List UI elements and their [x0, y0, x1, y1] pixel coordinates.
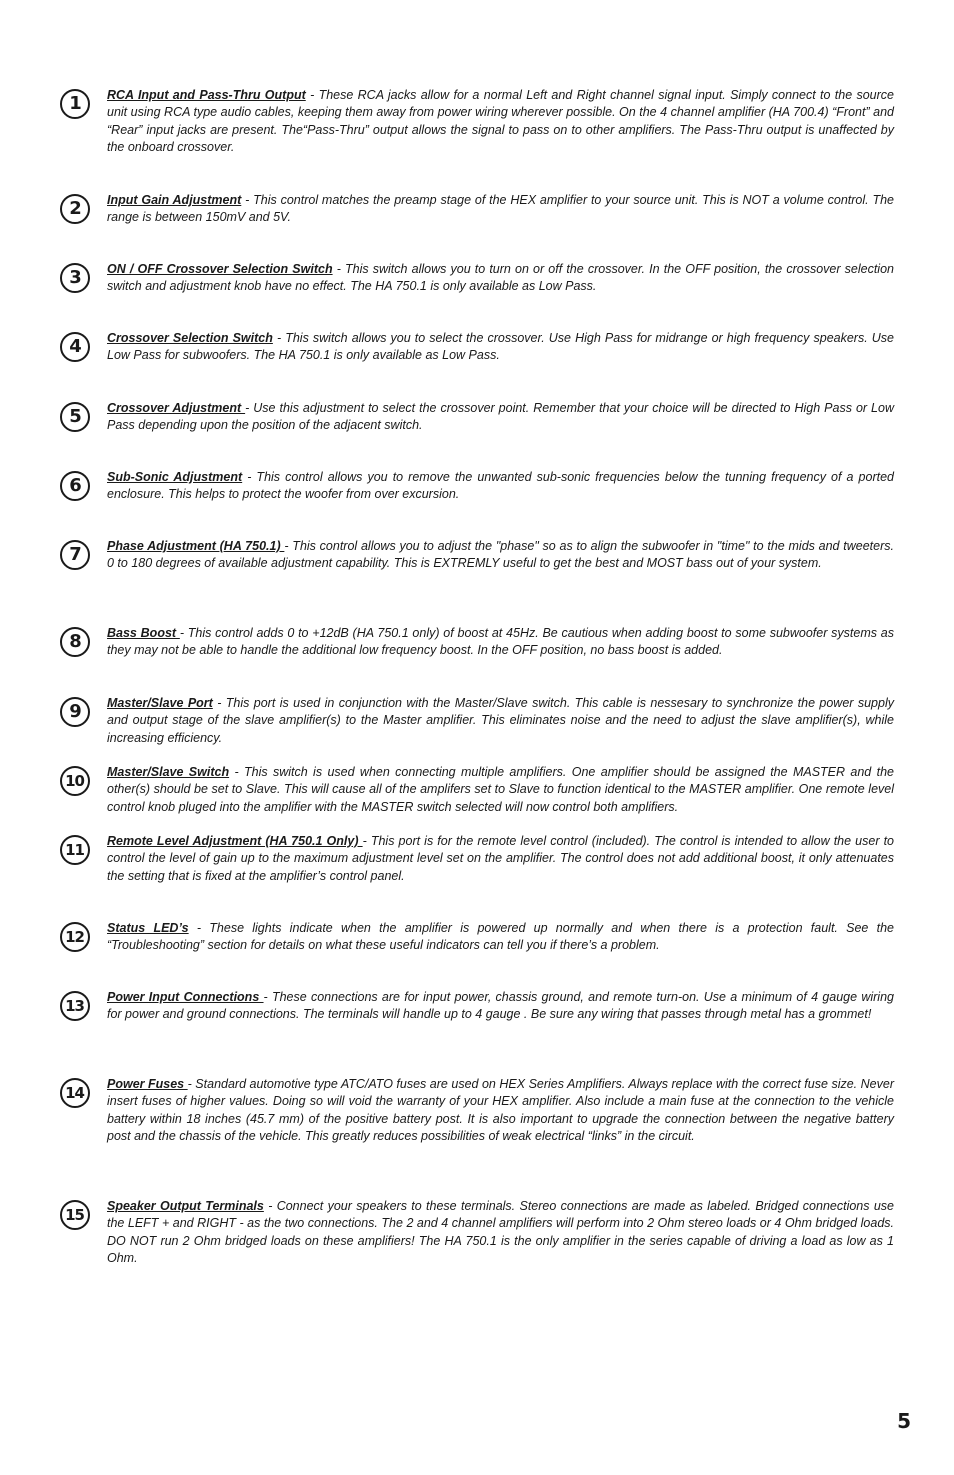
list-item — [60, 469, 894, 504]
item-title: Sub-Sonic Adjustment — [107, 470, 243, 484]
list-item — [60, 920, 894, 955]
item-body: - This switch allows you to select the crossover. Use High Pass for midrange or high frequency speakers. Use Low Pass for subwoofers. The HA 750.1 is only available as Low Pass. — [107, 331, 895, 363]
item-text — [107, 538, 894, 573]
item-body: - This port is used in conjunction with the Master/Slave switch. This cable is nessesary to synchronize the power supply and output stage of the slave amplifier(s) to the Master amplifier. This eliminates noise and the need to adjust the slave amplifier(s), while increasing efficiency. — [107, 696, 894, 745]
item-number-badge: 8 — [60, 627, 90, 657]
item-title: Input Gain Adjustment — [107, 193, 242, 207]
item-title: Speaker Output Terminals — [107, 1199, 264, 1213]
item-number-badge: 10 — [60, 766, 90, 796]
item-number-badge: 11 — [60, 835, 90, 865]
item-number-badge: 2 — [60, 194, 90, 224]
item-body: - This port is for the remote level control (included). The control is intended to allow the user to control the level of gain up to the maximum adjustment level set on the amplifier. The control does not add additional boost, it only attenuates the setting that is fixed at the amplifier’s control panel. — [107, 834, 894, 883]
item-number-badge: 15 — [60, 1200, 90, 1230]
list-item — [60, 625, 894, 660]
item-body: - Standard automotive type ATC/ATO fuses are used on HEX Series Amplifiers. Always replace with the correct fuse size. Never insert fuses of higher values. Doing so will void the warranty of your HEX amplifier. Also include a main fuse at the connection to the vehicle battery within 18 inches (45.7 mm) of the positive battery post. It is also important to upgrade the connection between the negative battery post and the chassis of the vehicle. This greatly reduces possibilities of weak electrical “links” in the circuit. — [107, 1077, 894, 1144]
item-body: - This switch is used when connecting multiple amplifiers. One amplifier should be assigned the MASTER and the other(s) should be set to Slave. This will cause all of the amplifers set to Slave to function identical to the MASTER amplifier. One remote level control knob pluged into the amplifier with the MASTER switch selected will now control both amplifiers. — [107, 765, 894, 814]
item-text — [107, 764, 894, 816]
item-text — [107, 989, 894, 1024]
list-item — [60, 1076, 894, 1146]
item-title: RCA Input and Pass-Thru Output — [107, 88, 306, 102]
item-number-badge: 13 — [60, 991, 90, 1021]
item-title: Master/Slave Switch — [107, 765, 230, 779]
item-body: - Use this adjustment to select the crossover point. Remember that your choice will be directed to High Pass or Low Pass depending upon the position of the adjacent switch. — [107, 401, 894, 433]
item-body: - These connections are for input power, chassis ground, and remote turn-on. Use a minimum of 4 gauge wiring for power and ground connections. The terminals will handle up to 4 gauge . Be sure any wiring that passes through metal has a grommet! — [107, 990, 894, 1022]
item-title: ON / OFF Crossover Selection Switch — [107, 262, 333, 276]
item-text — [107, 625, 894, 660]
item-title: Crossover Selection Switch — [107, 331, 273, 345]
item-number-badge: 7 — [60, 540, 90, 570]
item-title: Bass Boost — [107, 626, 180, 640]
item-title: Master/Slave Port — [107, 696, 213, 710]
item-number-badge: 4 — [60, 332, 90, 362]
item-text — [107, 1198, 894, 1268]
item-number-badge: 5 — [60, 402, 90, 432]
list-item — [60, 989, 894, 1024]
item-body: - This control allows you to remove the unwanted sub-sonic frequencies below the tunning frequency of a ported enclosure. This helps to protect the woofer from over excursion. — [107, 470, 894, 502]
item-text — [107, 920, 894, 955]
item-text — [107, 192, 894, 227]
item-number-badge: 14 — [60, 1078, 90, 1108]
item-body: - Connect your speakers to these terminals. Stereo connections are made as labeled. Bridged connections use the LEFT + and RIGHT - as the two connections. The 2 and 4 channel amplifiers will perform into 2 Ohm stereo loads or 4 Ohm bridged loads. DO NOT run 2 Ohm bridged loads on these amplifiers! The HA 750.1 is the only amplifier in the series capable of driving a load as low as 1 Ohm. — [107, 1199, 894, 1266]
list-item — [60, 695, 894, 747]
list-item — [60, 833, 894, 885]
item-body: - This control matches the preamp stage of the HEX amplifier to your source unit. This is NOT a volume control. The range is between 150mV and 5V. — [107, 193, 894, 225]
item-body: - This control allows you to adjust the "phase" so as to align the subwoofer in "time" to the mids and tweeters. 0 to 180 degrees of available adjustment capability. This is EXTREMLY useful to get the best and MOST bass out of your system. — [107, 539, 894, 571]
item-text — [107, 833, 894, 885]
list-item — [60, 1198, 894, 1268]
item-title: Power Input Connections — [107, 990, 264, 1004]
item-text — [107, 469, 894, 504]
list-item — [60, 261, 894, 296]
item-number-badge: 6 — [60, 471, 90, 501]
item-title: Phase Adjustment (HA 750.1) — [107, 539, 285, 553]
item-title: Crossover Adjustment — [107, 401, 246, 415]
item-title: Remote Level Adjustment (HA 750.1 Only) — [107, 834, 363, 848]
list-item — [60, 330, 894, 365]
item-number-badge: 3 — [60, 263, 90, 293]
item-text — [107, 400, 894, 435]
item-number-badge: 9 — [60, 697, 90, 727]
item-body: - This switch allows you to turn on or off the crossover. In the OFF position, the crossover selection switch and adjustment knob have no effect. The HA 750.1 is only available as Low Pass. — [107, 262, 894, 294]
item-text — [107, 330, 894, 365]
item-text — [107, 261, 894, 296]
item-number-badge: 1 — [60, 89, 90, 119]
item-title: Status LED’s — [107, 921, 189, 935]
item-text — [107, 1076, 894, 1146]
item-text — [107, 695, 894, 747]
item-text — [107, 87, 894, 157]
list-item — [60, 538, 894, 573]
list-item — [60, 400, 894, 435]
page-number: 5 — [897, 1409, 911, 1433]
item-body: - These RCA jacks allow for a normal Left and Right channel signal input. Simply connect to the source unit using RCA type audio cables, keeping them away from power wiring wherever possible. On the 4 channel amplifier (HA 700.4) “Front” and “Rear” input jacks are present. The“Pass-Thru” output allows the signal to pass on to other amplifiers. The Pass-Thru output is unaffected by the onboard crossover. — [107, 88, 894, 155]
item-title: Power Fuses — [107, 1077, 188, 1091]
list-item — [60, 192, 894, 227]
item-body: - These lights indicate when the amplifier is powered up normally and when there is a protection fault. See the “Troubleshooting” section for details on what these useful indicators can tell you if there’s a problem. — [107, 921, 894, 953]
item-body: - This control adds 0 to +12dB (HA 750.1 only) of boost at 45Hz. Be cautious when adding boost to some subwoofer systems as they may not be able to handle the additional low frequency boost. In the OFF position, no bass boost is added. — [107, 626, 894, 658]
item-number-badge: 12 — [60, 922, 90, 952]
list-item — [60, 764, 894, 816]
list-item — [60, 87, 894, 157]
